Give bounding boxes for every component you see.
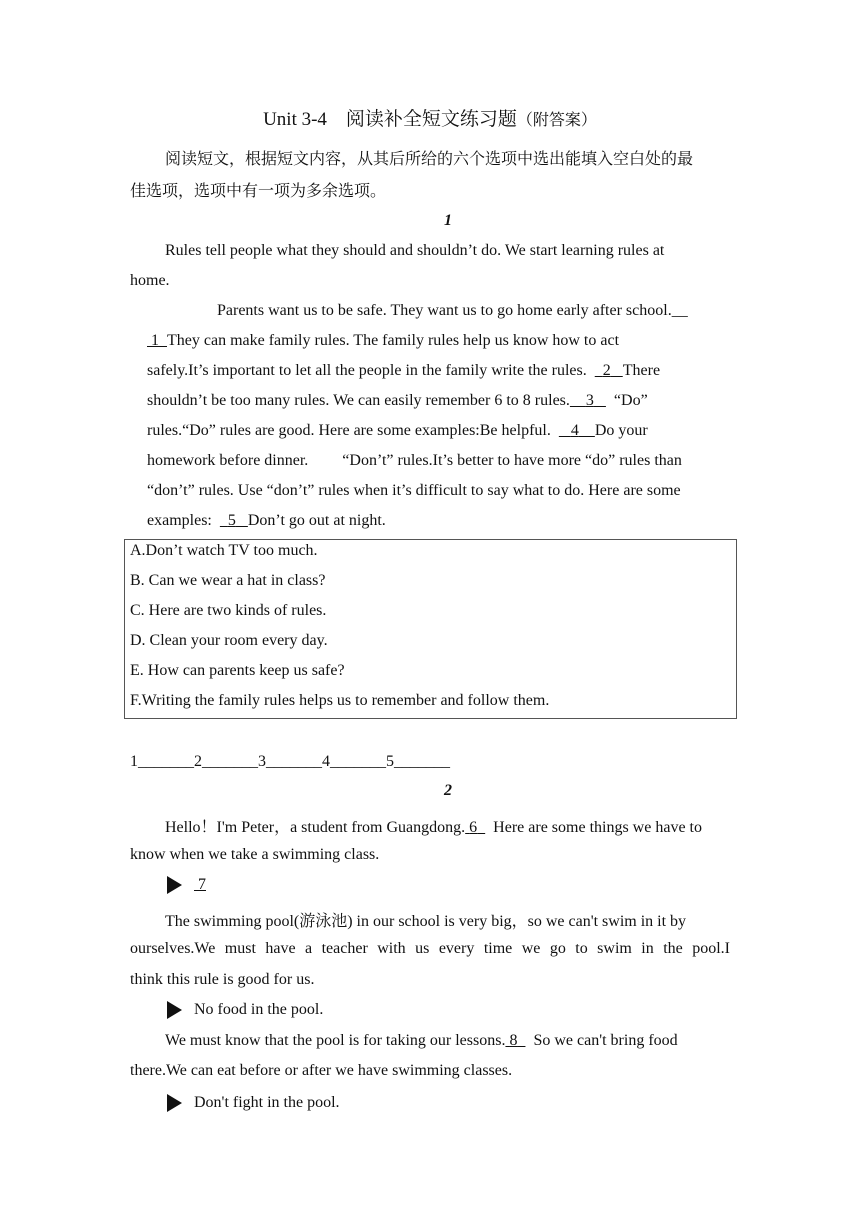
title-suffix: （附答案）: [516, 112, 597, 129]
p1-line-3: Parents want us to be safe. They want us to go home early after school.__: [217, 302, 688, 319]
page-title: [0, 104, 860, 131]
p1-line-6: shouldn’t be too many rules. We can easily remember 6 to 8 rules. 3 “Do”: [147, 392, 648, 409]
p2-intro-line-2: know when we take a swimming class.: [130, 846, 380, 863]
answer-line: 1_______2_______3_______4_______5_______: [130, 753, 450, 770]
option-c: C. Here are two kinds of rules.: [130, 602, 327, 619]
p1-line-10: examples: 5 Don’t go out at night.: [147, 512, 386, 529]
bullet-no-fight: Don't fight in the pool.: [167, 1094, 340, 1112]
triangle-bullet-icon: [167, 1094, 182, 1112]
instruction-line-1: 阅读短文，根据短文内容，从其后所给的六个选项中选出能填入空白处的最: [165, 151, 694, 168]
option-a: A.Don’t watch TV too much.: [130, 542, 318, 559]
p2-para1-line-3: think this rule is good for us.: [130, 971, 315, 988]
option-b: B. Can we wear a hat in class?: [130, 572, 326, 589]
p2-para2-line-1: We must know that the pool is for taking our lessons. 8 So we can't bring food: [165, 1032, 678, 1049]
blank-7: 7: [198, 876, 206, 893]
bullet-no-food: No food in the pool.: [167, 1001, 323, 1019]
option-d: D. Clean your room every day.: [130, 632, 328, 649]
p1-line-8: homework before dinner. “Don’t” rules.It’s better to have more “do” rules than: [147, 452, 682, 469]
p1-line-7: rules.“Do” rules are good. Here are some examples:Be helpful. 4 Do your: [147, 422, 648, 439]
p2-para1-line-1: The swimming pool(游泳池) in our school is very big，so we can't swim in it by: [165, 913, 687, 930]
blank-5: 5: [227, 512, 236, 529]
p1-line-4: 1 They can make family rules. The family rules help us know how to act: [147, 332, 619, 350]
passage-2-number: 2: [444, 782, 452, 799]
blank-4: 4: [570, 422, 579, 439]
blank-3: 3: [585, 392, 594, 409]
p1-line-5: safely.It’s important to let all the people in the family write the rules. 2 There: [147, 362, 661, 379]
p1-line-9: “don’t” rules. Use “don’t” rules when it’s difficult to say what to do. Here are some: [147, 482, 681, 499]
blank-8: 8: [509, 1032, 518, 1049]
p2-para2-line-2: there.We can eat before or after we have swimming classes.: [130, 1062, 513, 1079]
blank-6: 6: [469, 819, 478, 836]
bullet-blank-7: [167, 876, 206, 894]
title-main: Unit 3-4 阅读补全短文练习题: [263, 109, 517, 130]
p1-line-1: Rules tell people what they should and shouldn’t do. We start learning rules at: [165, 242, 665, 259]
passage-1-number: 1: [444, 212, 452, 229]
instruction-line-2: 佳选项，选项中有一项为多余选项。: [130, 183, 387, 200]
p2-intro-line-1: Hello！I'm Peter，a student from Guangdong. 6 Here are some things we have to: [165, 819, 702, 836]
option-e: E. How can parents keep us safe?: [130, 662, 345, 679]
p2-para1-line-2: ourselves.We must have a teacher with us every time we go to swim in the pool.I: [130, 940, 730, 957]
triangle-bullet-icon: [167, 876, 182, 894]
blank-1: 1: [151, 332, 159, 349]
blank-2: 2: [602, 362, 611, 379]
p1-line-2: home.: [130, 272, 170, 289]
triangle-bullet-icon: [167, 1001, 182, 1019]
option-f: F.Writing the family rules helps us to remember and follow them.: [130, 692, 550, 709]
